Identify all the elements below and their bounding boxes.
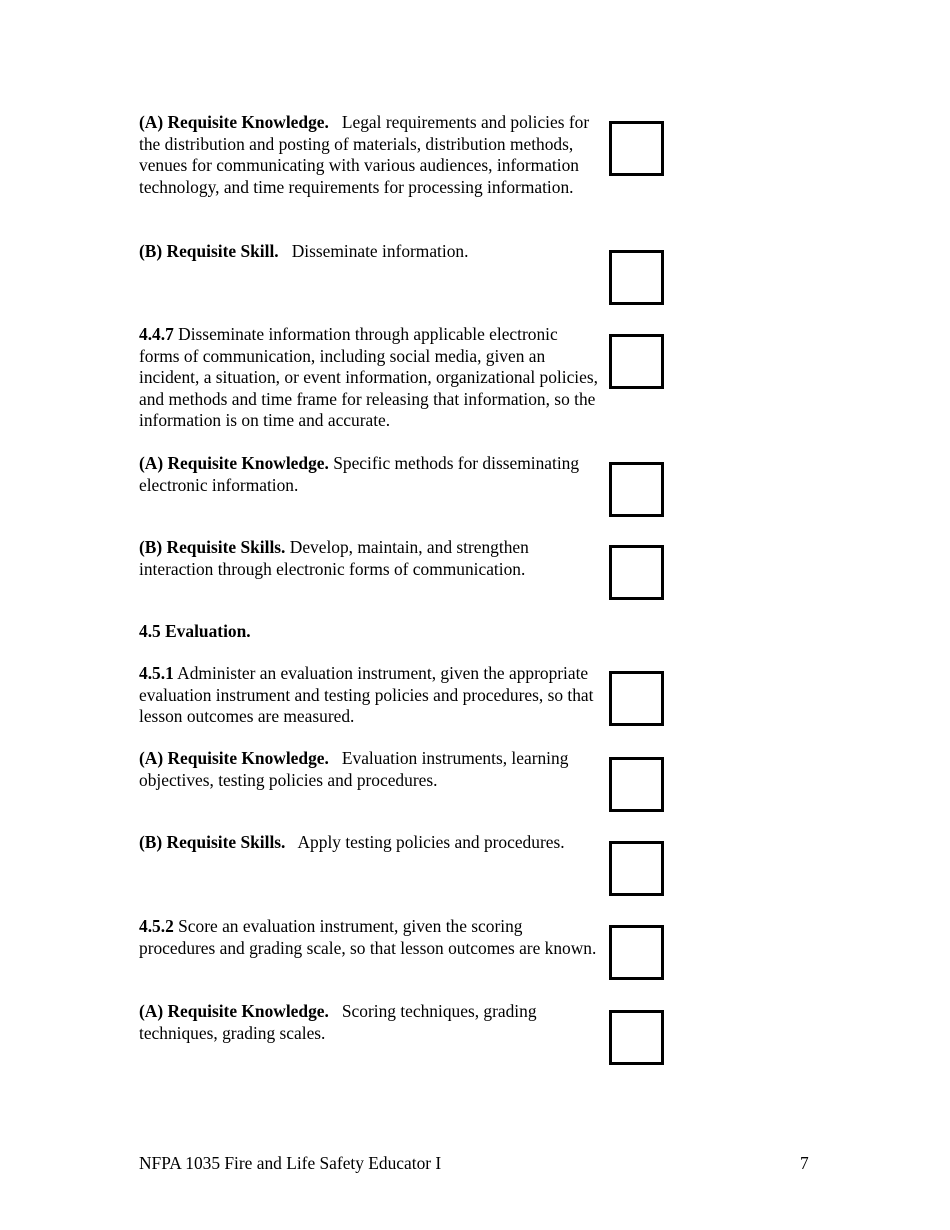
checkbox[interactable] xyxy=(609,757,664,812)
checkbox[interactable] xyxy=(609,545,664,600)
requisite-skill-4-4-6 xyxy=(139,241,599,263)
para-text: Scoring techniques, grading techniques, grading scales. xyxy=(139,1001,537,1043)
section-4-5-1 xyxy=(139,663,599,728)
para-lead: (A) Requisite Knowledge. xyxy=(139,748,329,768)
checkbox[interactable] xyxy=(609,462,664,517)
requisite-knowledge-4-5-2 xyxy=(139,1001,599,1044)
para-lead: (A) Requisite Knowledge. xyxy=(139,1001,329,1021)
para-lead: 4.5 Evaluation. xyxy=(139,621,251,641)
checkbox[interactable] xyxy=(609,334,664,389)
para-lead: (B) Requisite Skill. xyxy=(139,241,279,261)
footer-title: NFPA 1035 Fire and Life Safety Educator I xyxy=(139,1153,442,1173)
para-lead: 4.5.1 xyxy=(139,663,174,683)
checkbox[interactable] xyxy=(609,1010,664,1065)
checkbox[interactable] xyxy=(609,121,664,176)
section-4-5-2 xyxy=(139,916,599,959)
checkbox[interactable] xyxy=(609,250,664,305)
requisite-skills-4-5-1 xyxy=(139,832,599,854)
para-text: Evaluation instruments, learning objectives, testing policies and procedures. xyxy=(139,748,569,790)
checkbox[interactable] xyxy=(609,671,664,726)
para-text: Develop, maintain, and strengthen interaction through electronic forms of communication. xyxy=(139,537,529,579)
para-lead: (A) Requisite Knowledge. xyxy=(139,112,329,132)
para-text: Disseminate information. xyxy=(291,241,469,261)
requisite-knowledge-4-5-1 xyxy=(139,748,599,791)
para-lead: 4.4.7 xyxy=(139,324,174,344)
para-lead: (B) Requisite Skills. xyxy=(139,537,286,557)
page-number: 7 xyxy=(800,1153,809,1173)
para-lead: (A) Requisite Knowledge. xyxy=(139,453,329,473)
para-text: Apply testing policies and procedures. xyxy=(297,832,565,852)
para-text: Administer an evaluation instrument, given the appropriate evaluation instrument and testing policies and procedures, so that lesson outcomes are measured. xyxy=(139,663,594,726)
section-4-4-7 xyxy=(139,324,599,432)
para-text: Score an evaluation instrument, given the scoring procedures and grading scale, so that lesson outcomes are known. xyxy=(139,916,597,958)
para-text: Legal requirements and policies for the distribution and posting of materials, distribution methods, venues for communicating with various audiences, information technology, and time requirements for processing information. xyxy=(139,112,590,197)
checkbox[interactable] xyxy=(609,925,664,980)
para-text: Disseminate information through applicable electronic forms of communication, including social media, given an incident, a situation, or event information, organizational policies, and methods and time frame for releasing that information, so the information is on time and accurate. xyxy=(139,324,598,430)
para-lead: 4.5.2 xyxy=(139,916,174,936)
para-text: Specific methods for disseminating electronic information. xyxy=(139,453,580,495)
para-lead: (B) Requisite Skills. xyxy=(139,832,286,852)
requisite-knowledge-4-4-6 xyxy=(139,112,599,198)
requisite-knowledge-4-4-7 xyxy=(139,453,599,496)
requisite-skills-4-4-7 xyxy=(139,537,599,580)
section-heading-4-5 xyxy=(139,621,599,643)
checkbox[interactable] xyxy=(609,841,664,896)
